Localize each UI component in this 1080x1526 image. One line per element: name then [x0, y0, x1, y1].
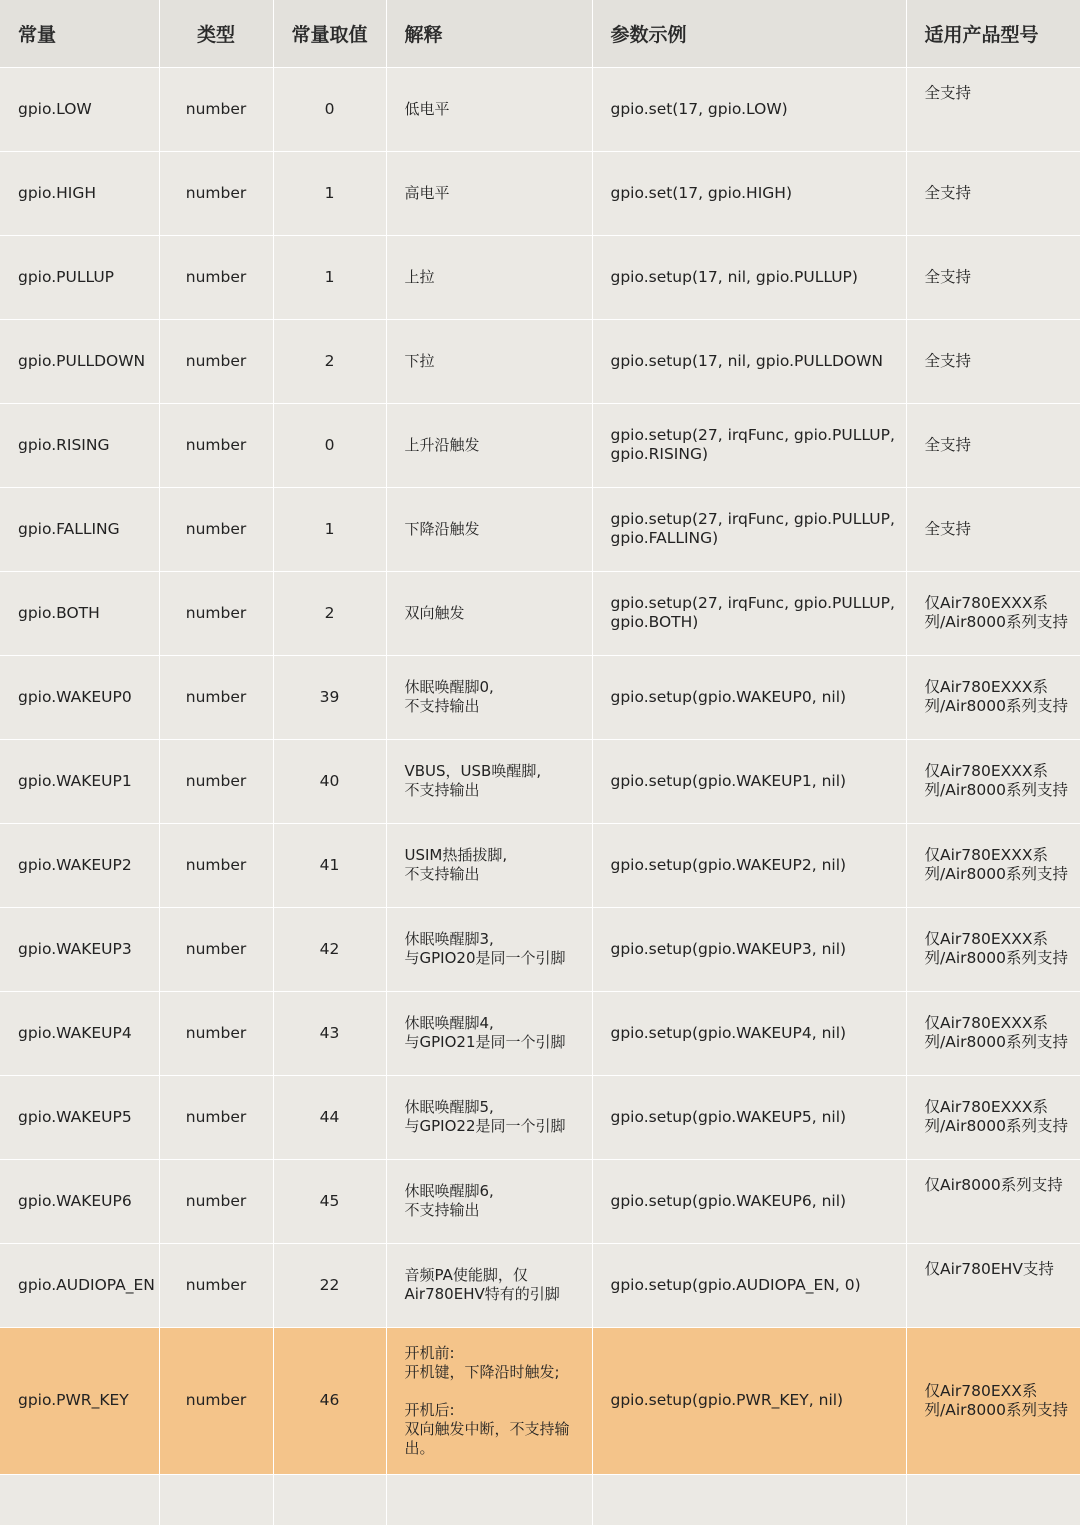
- cell-example: gpio.setup(27, irqFunc, gpio.PULLUP, gpio.BOTH): [592, 571, 906, 655]
- cell-description: 下降沿触发: [386, 487, 592, 571]
- header-description: 解释: [386, 0, 592, 67]
- cell-supported-models: 全支持: [906, 151, 1080, 235]
- cell-constant-name: gpio.WAKEUP5: [0, 1075, 159, 1159]
- cell-supported-models: 仅Air780EXXX系列/Air8000系列支持: [906, 1075, 1080, 1159]
- cell-supported-models: 仅Air780EXX系列/Air8000系列支持: [906, 1327, 1080, 1474]
- cell-value: 22: [273, 1243, 386, 1327]
- cell-constant-name: gpio.FALLING: [0, 487, 159, 571]
- table-row: [0, 235, 1080, 319]
- table-row: [0, 907, 1080, 991]
- empty-cell: [273, 1474, 386, 1525]
- cell-constant-name: gpio.PULLDOWN: [0, 319, 159, 403]
- cell-value: 0: [273, 67, 386, 151]
- cell-description: 高电平: [386, 151, 592, 235]
- cell-value: 44: [273, 1075, 386, 1159]
- table-row: [0, 1327, 1080, 1474]
- cell-type: number: [159, 487, 273, 571]
- table-row: [0, 739, 1080, 823]
- cell-description: 上拉: [386, 235, 592, 319]
- cell-type: number: [159, 319, 273, 403]
- cell-supported-models: 仅Air780EXXX系列/Air8000系列支持: [906, 823, 1080, 907]
- cell-description: 下拉: [386, 319, 592, 403]
- table-row: [0, 1159, 1080, 1243]
- cell-value: 43: [273, 991, 386, 1075]
- cell-type: number: [159, 655, 273, 739]
- empty-cell: [159, 1474, 273, 1525]
- cell-type: number: [159, 823, 273, 907]
- cell-constant-name: gpio.WAKEUP3: [0, 907, 159, 991]
- cell-description: 开机前: 开机键，下降沿时触发; 开机后: 双向触发中断，不支持输出。: [386, 1327, 592, 1474]
- cell-description: USIM热插拔脚, 不支持输出: [386, 823, 592, 907]
- cell-example: gpio.setup(27, irqFunc, gpio.PULLUP, gpio.RISING): [592, 403, 906, 487]
- header-example: 参数示例: [592, 0, 906, 67]
- cell-description: 音频PA使能脚，仅 Air780EHV特有的引脚: [386, 1243, 592, 1327]
- cell-constant-name: gpio.WAKEUP0: [0, 655, 159, 739]
- cell-constant-name: gpio.AUDIOPA_EN: [0, 1243, 159, 1327]
- empty-cell: [386, 1474, 592, 1525]
- cell-supported-models: 全支持: [906, 235, 1080, 319]
- cell-value: 2: [273, 319, 386, 403]
- cell-supported-models: 仅Air780EXXX系列/Air8000系列支持: [906, 739, 1080, 823]
- cell-constant-name: gpio.RISING: [0, 403, 159, 487]
- cell-type: number: [159, 1075, 273, 1159]
- cell-value: 1: [273, 235, 386, 319]
- cell-constant-name: gpio.PWR_KEY: [0, 1327, 159, 1474]
- cell-description: 休眠唤醒脚4, 与GPIO21是同一个引脚: [386, 991, 592, 1075]
- cell-value: 46: [273, 1327, 386, 1474]
- cell-supported-models: 全支持: [906, 487, 1080, 571]
- cell-example: gpio.setup(gpio.WAKEUP0, nil): [592, 655, 906, 739]
- cell-type: number: [159, 1159, 273, 1243]
- cell-example: gpio.setup(gpio.WAKEUP3, nil): [592, 907, 906, 991]
- cell-supported-models: 仅Air780EHV支持: [906, 1243, 1080, 1327]
- cell-value: 1: [273, 487, 386, 571]
- cell-example: gpio.setup(gpio.PWR_KEY, nil): [592, 1327, 906, 1474]
- cell-example: gpio.set(17, gpio.LOW): [592, 67, 906, 151]
- header-constant: 常量: [0, 0, 159, 67]
- table-body: [0, 67, 1080, 1525]
- cell-supported-models: 全支持: [906, 67, 1080, 151]
- cell-type: number: [159, 1243, 273, 1327]
- cell-value: 42: [273, 907, 386, 991]
- table-row: [0, 403, 1080, 487]
- table-row: [0, 319, 1080, 403]
- header-row: [0, 0, 1080, 67]
- cell-type: number: [159, 1327, 273, 1474]
- cell-example: gpio.setup(gpio.AUDIOPA_EN, 0): [592, 1243, 906, 1327]
- cell-value: 39: [273, 655, 386, 739]
- empty-cell: [906, 1474, 1080, 1525]
- table-row: [0, 1243, 1080, 1327]
- cell-supported-models: 全支持: [906, 403, 1080, 487]
- table-row: [0, 655, 1080, 739]
- cell-example: gpio.setup(gpio.WAKEUP6, nil): [592, 1159, 906, 1243]
- cell-type: number: [159, 991, 273, 1075]
- cell-example: gpio.set(17, gpio.HIGH): [592, 151, 906, 235]
- cell-value: 1: [273, 151, 386, 235]
- header-supported-models: 适用产品型号: [906, 0, 1080, 67]
- cell-constant-name: gpio.WAKEUP2: [0, 823, 159, 907]
- cell-supported-models: 仅Air780EXXX系列/Air8000系列支持: [906, 907, 1080, 991]
- cell-supported-models: 仅Air780EXXX系列/Air8000系列支持: [906, 991, 1080, 1075]
- cell-description: VBUS，USB唤醒脚, 不支持输出: [386, 739, 592, 823]
- cell-value: 40: [273, 739, 386, 823]
- cell-example: gpio.setup(gpio.WAKEUP1, nil): [592, 739, 906, 823]
- cell-example: gpio.setup(17, nil, gpio.PULLUP): [592, 235, 906, 319]
- cell-description: 低电平: [386, 67, 592, 151]
- cell-type: number: [159, 235, 273, 319]
- cell-example: gpio.setup(27, irqFunc, gpio.PULLUP, gpio.FALLING): [592, 487, 906, 571]
- cell-supported-models: 全支持: [906, 319, 1080, 403]
- cell-constant-name: gpio.HIGH: [0, 151, 159, 235]
- table-row: [0, 823, 1080, 907]
- cell-type: number: [159, 67, 273, 151]
- cell-value: 2: [273, 571, 386, 655]
- cell-constant-name: gpio.WAKEUP1: [0, 739, 159, 823]
- cell-type: number: [159, 907, 273, 991]
- table-row: [0, 571, 1080, 655]
- cell-type: number: [159, 739, 273, 823]
- cell-constant-name: gpio.WAKEUP4: [0, 991, 159, 1075]
- cell-description: 休眠唤醒脚3, 与GPIO20是同一个引脚: [386, 907, 592, 991]
- cell-description: 上升沿触发: [386, 403, 592, 487]
- empty-row: [0, 1474, 1080, 1525]
- cell-type: number: [159, 571, 273, 655]
- table-row: [0, 1075, 1080, 1159]
- cell-constant-name: gpio.WAKEUP6: [0, 1159, 159, 1243]
- cell-example: gpio.setup(17, nil, gpio.PULLDOWN: [592, 319, 906, 403]
- empty-cell: [592, 1474, 906, 1525]
- cell-example: gpio.setup(gpio.WAKEUP4, nil): [592, 991, 906, 1075]
- cell-constant-name: gpio.BOTH: [0, 571, 159, 655]
- cell-type: number: [159, 151, 273, 235]
- cell-description: 双向触发: [386, 571, 592, 655]
- cell-description: 休眠唤醒脚5, 与GPIO22是同一个引脚: [386, 1075, 592, 1159]
- cell-constant-name: gpio.PULLUP: [0, 235, 159, 319]
- cell-supported-models: 仅Air780EXXX系列/Air8000系列支持: [906, 655, 1080, 739]
- cell-description: 休眠唤醒脚0, 不支持输出: [386, 655, 592, 739]
- cell-example: gpio.setup(gpio.WAKEUP2, nil): [592, 823, 906, 907]
- cell-value: 41: [273, 823, 386, 907]
- table-row: [0, 151, 1080, 235]
- empty-cell: [0, 1474, 159, 1525]
- cell-value: 45: [273, 1159, 386, 1243]
- cell-supported-models: 仅Air780EXXX系列/Air8000系列支持: [906, 571, 1080, 655]
- table-row: [0, 67, 1080, 151]
- header-value: 常量取值: [273, 0, 386, 67]
- table-row: [0, 487, 1080, 571]
- cell-description: 休眠唤醒脚6, 不支持输出: [386, 1159, 592, 1243]
- header-type: 类型: [159, 0, 273, 67]
- cell-constant-name: gpio.LOW: [0, 67, 159, 151]
- cell-value: 0: [273, 403, 386, 487]
- cell-example: gpio.setup(gpio.WAKEUP5, nil): [592, 1075, 906, 1159]
- cell-type: number: [159, 403, 273, 487]
- cell-supported-models: 仅Air8000系列支持: [906, 1159, 1080, 1243]
- table-row: [0, 991, 1080, 1075]
